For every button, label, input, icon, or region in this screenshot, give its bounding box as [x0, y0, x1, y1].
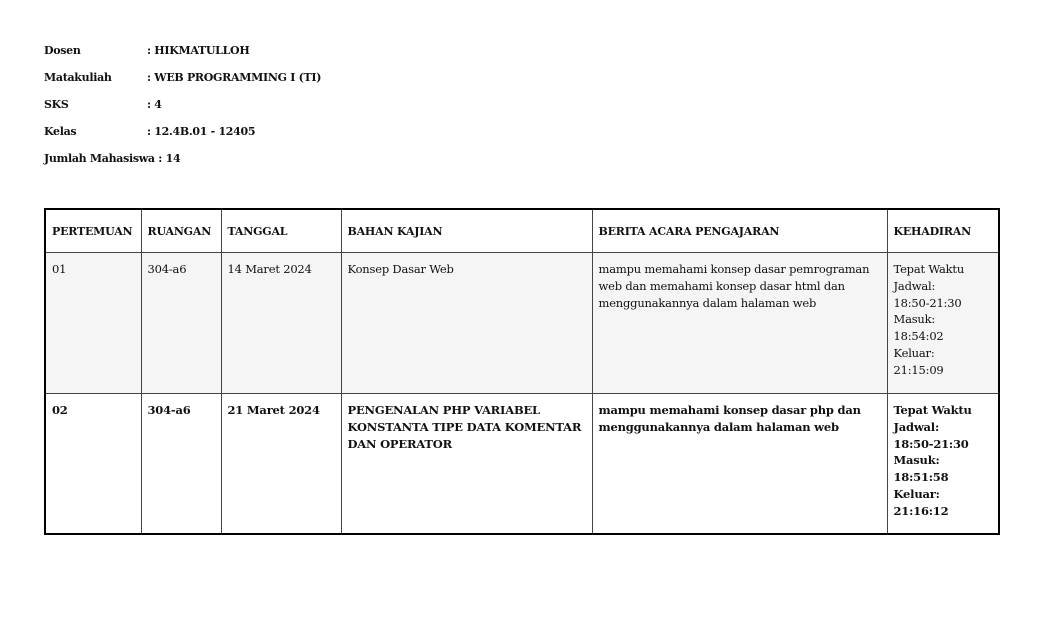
kehadiran-jadwal-label: Jadwal: — [893, 419, 939, 434]
kehadiran-masuk-value: 18:51:58 — [893, 470, 949, 485]
cell-tanggal: 14 Maret 2024 — [221, 253, 341, 394]
cell-pertemuan: 01 — [45, 253, 141, 394]
kehadiran-jadwal-value: 18:50-21:30 — [893, 295, 962, 310]
cell-bahan-kajian: PENGENALAN PHP VARIABEL KONSTANTA TIPE DATA KOMENTAR DAN OPERATOR — [341, 394, 592, 535]
cell-tanggal: 21 Maret 2024 — [221, 394, 341, 535]
kehadiran-keluar-value: 21:16:12 — [893, 503, 949, 518]
dosen-value: : HIKMATULLOH — [147, 44, 250, 57]
info-row-jumlah — [44, 152, 180, 179]
sks-label: SKS — [44, 98, 69, 111]
cell-ruangan: 304-a6 — [141, 253, 221, 394]
header-berita-acara: BERITA ACARA PENGAJARAN — [592, 209, 887, 253]
kehadiran-jadwal-label: Jadwal: — [893, 278, 936, 293]
table-row — [45, 394, 999, 535]
dosen-label: Dosen — [44, 44, 81, 57]
kehadiran-status: Tepat Waktu — [893, 403, 972, 417]
table-header-row — [45, 209, 999, 253]
cell-kehadiran — [887, 394, 999, 535]
cell-kehadiran — [887, 253, 999, 394]
header-ruangan: RUANGAN — [141, 209, 221, 253]
matakuliah-label: Matakuliah — [44, 71, 112, 84]
cell-berita-acara: mampu memahami konsep dasar php dan menggunakannya dalam halaman web — [592, 394, 887, 535]
kehadiran-keluar-label: Keluar: — [893, 486, 940, 501]
table-row — [45, 253, 999, 394]
kelas-label: Kelas — [44, 125, 77, 138]
header-bahan-kajian: BAHAN KAJIAN — [341, 209, 592, 253]
header-kehadiran: KEHADIRAN — [887, 209, 999, 253]
cell-berita-acara: mampu memahami konsep dasar pemrograman web dan memahami konsep dasar html dan menggunakannya dalam halaman web — [592, 253, 887, 394]
header-pertemuan: PERTEMUAN — [45, 209, 141, 253]
attendance-table — [44, 208, 1000, 535]
kehadiran-masuk-value: 18:54:02 — [893, 329, 944, 344]
info-row-dosen — [44, 44, 250, 71]
cell-bahan-kajian: Konsep Dasar Web — [341, 253, 592, 394]
info-row-kelas — [44, 125, 256, 152]
info-row-matakuliah — [44, 71, 322, 98]
kehadiran-masuk-label: Masuk: — [893, 312, 936, 327]
kelas-value: : 12.4B.01 - 12405 — [147, 125, 256, 138]
matakuliah-value: : WEB PROGRAMMING I (TI) — [147, 71, 322, 84]
course-info — [44, 44, 322, 179]
cell-pertemuan: 02 — [45, 394, 141, 535]
cell-ruangan: 304-a6 — [141, 394, 221, 535]
jumlah-value: : 14 — [158, 152, 181, 165]
kehadiran-jadwal-value: 18:50-21:30 — [893, 436, 969, 451]
kehadiran-status: Tepat Waktu — [893, 262, 965, 276]
header-tanggal: TANGGAL — [221, 209, 341, 253]
sks-value: : 4 — [147, 98, 162, 111]
jumlah-label: Jumlah Mahasiswa — [44, 152, 155, 165]
kehadiran-keluar-label: Keluar: — [893, 345, 935, 360]
kehadiran-masuk-label: Masuk: — [893, 453, 940, 468]
info-row-sks — [44, 98, 180, 125]
kehadiran-keluar-value: 21:15:09 — [893, 362, 944, 377]
